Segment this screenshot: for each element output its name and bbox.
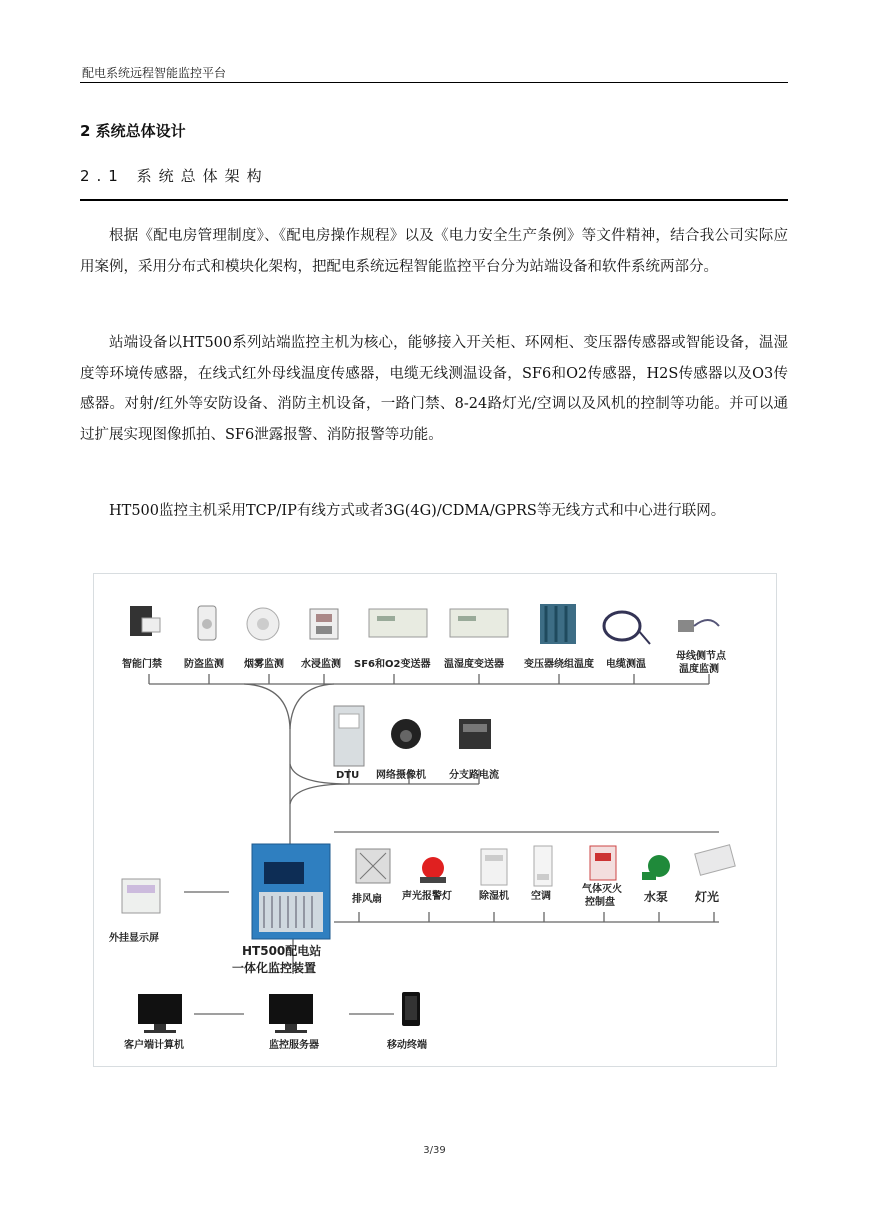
dtu-icon bbox=[334, 706, 364, 766]
top-label-6: 变压器绕组温度 bbox=[524, 659, 594, 670]
pump-icon bbox=[642, 855, 670, 880]
camera-icon bbox=[391, 719, 421, 749]
top-label-2: 烟雾监测 bbox=[244, 659, 284, 670]
gas-label-1: 气体灭火 bbox=[582, 884, 622, 895]
pump-label: 水泵 bbox=[644, 890, 669, 904]
right-label-1: 声光报警灯 bbox=[402, 891, 452, 902]
light-label: 灯光 bbox=[695, 890, 720, 904]
top-label-0: 智能门禁 bbox=[122, 659, 162, 670]
dehumidifier-icon bbox=[481, 849, 507, 885]
middle-label-2: 分支路电流 bbox=[449, 770, 499, 781]
top-label-3: 水浸监测 bbox=[301, 659, 341, 670]
display-label: 外挂显示屏 bbox=[109, 933, 159, 944]
main-unit-icon bbox=[252, 844, 330, 939]
water-sensor-icon bbox=[310, 609, 338, 639]
bottom-label-0: 客户端计算机 bbox=[124, 1040, 184, 1051]
smoke-detector-icon bbox=[247, 608, 279, 640]
running-header: 配电系统远程智能监控平台 bbox=[82, 66, 227, 80]
display-icon bbox=[122, 879, 160, 913]
exhaust-fan-icon bbox=[356, 849, 390, 883]
sf6-transmitter-icon bbox=[369, 609, 427, 637]
busbar-label-1: 母线侧节点 bbox=[676, 651, 726, 662]
right-label-0: 排风扇 bbox=[352, 894, 382, 905]
access-control-icon bbox=[130, 606, 160, 636]
cable-sensor-icon bbox=[604, 612, 650, 644]
subsection-heading: 2.1 系统总体架构 bbox=[80, 167, 269, 185]
top-label-5: 温湿度变送器 bbox=[444, 659, 504, 670]
air-conditioner-icon bbox=[534, 846, 552, 886]
bottom-label-1: 监控服务器 bbox=[269, 1040, 319, 1051]
client-computer-icon bbox=[138, 994, 182, 1033]
intrusion-sensor-icon bbox=[198, 606, 216, 640]
page-number: 3/39 bbox=[423, 1145, 446, 1156]
top-label-1: 防盗监测 bbox=[184, 659, 224, 670]
light-icon bbox=[695, 845, 735, 876]
bottom-label-2: 移动终端 bbox=[387, 1040, 427, 1051]
monitor-server-icon bbox=[269, 994, 313, 1033]
top-label-7: 电缆测温 bbox=[606, 659, 646, 670]
main-unit-label-2: 一体化监控装置 bbox=[232, 961, 317, 975]
paragraph-2: 站端设备以HT500系列站端监控主机为核心，能够接入开关柜、环网柜、变压器传感器或智能设备，温湿度等环境传感器，在线式红外母线温度传感器，电缆无线测温设备，SF6和O2传感器，H2S传感器以及O3传感器。对射/红外等安防设备、消防主机设备，一路门禁、8-24路灯光/空调以及风机的控制等功能。并可以通过扩展实现图像抓拍、SF6泄露报警、消防报警等功能。 bbox=[80, 335, 788, 443]
transformer-icon bbox=[540, 604, 576, 644]
alarm-light-icon bbox=[420, 857, 446, 883]
paragraph-1: 根据《配电房管理制度》、《配电房操作规程》以及《电力安全生产条例》等文件精神，结合我公司实际应用案例，采用分布式和模块化架构，把配电系统远程智能监控平台分为站端设备和软件系统两部分。 bbox=[80, 228, 788, 275]
middle-label-1: 网络摄像机 bbox=[376, 770, 426, 781]
main-unit-label-1: HT500配电站 bbox=[242, 944, 322, 958]
gas-panel-icon bbox=[590, 846, 616, 880]
mobile-terminal-icon bbox=[402, 992, 420, 1026]
architecture-figure bbox=[93, 573, 777, 1067]
subsection-rule bbox=[80, 199, 788, 201]
right-label-2: 除湿机 bbox=[479, 891, 509, 902]
middle-label-0: DTU bbox=[336, 770, 360, 781]
gas-label-2: 控制盘 bbox=[585, 897, 615, 908]
paragraph-3: HT500监控主机采用TCP/IP有线方式或者3G(4G)/CDMA/GPRS等无线方式和中心进行联网。 bbox=[109, 503, 726, 519]
header-rule bbox=[80, 82, 788, 83]
humidity-transmitter-icon bbox=[450, 609, 508, 637]
busbar-sensor-icon bbox=[678, 620, 719, 632]
branch-current-icon bbox=[459, 719, 491, 749]
busbar-label-2: 温度监测 bbox=[679, 664, 719, 675]
top-label-4: SF6和O2变送器 bbox=[354, 659, 431, 670]
section-heading: 2 系统总体设计 bbox=[80, 122, 186, 140]
right-label-3: 空调 bbox=[531, 891, 551, 902]
